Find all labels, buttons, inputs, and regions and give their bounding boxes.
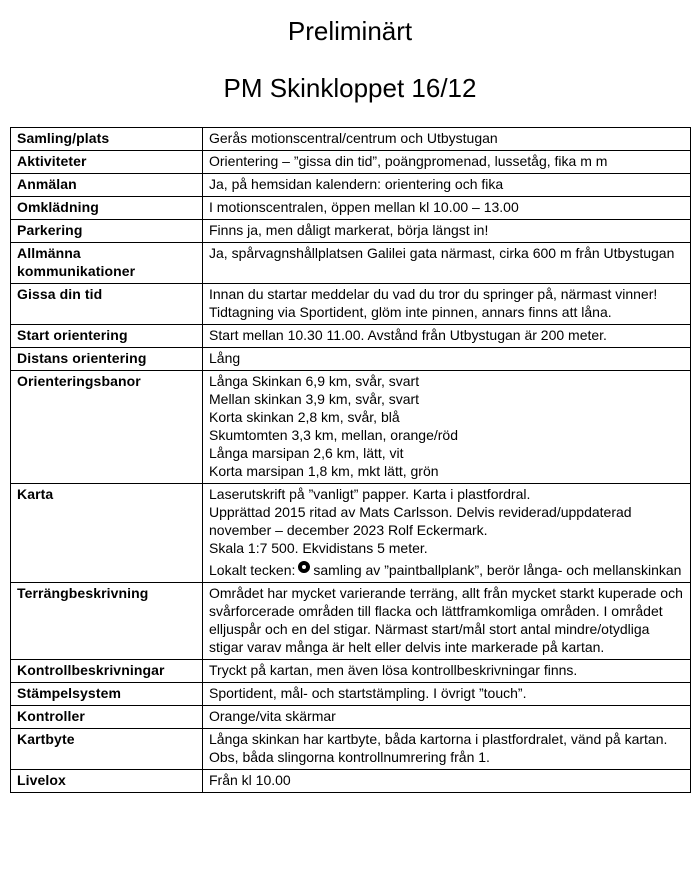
info-row bbox=[11, 174, 691, 197]
value-line: Sportident, mål- och startstämpling. I övrigt ”touch”. bbox=[209, 685, 527, 701]
row-label: Gissa din tid bbox=[11, 284, 203, 325]
info-row bbox=[11, 284, 691, 325]
row-label: Omklädning bbox=[11, 197, 203, 220]
row-label: Kontroller bbox=[11, 706, 203, 729]
info-row bbox=[11, 151, 691, 174]
row-value bbox=[203, 325, 691, 348]
row-label: Start orientering bbox=[11, 325, 203, 348]
info-row bbox=[11, 683, 691, 706]
row-label: Aktiviteter bbox=[11, 151, 203, 174]
value-line: Korta marsipan 1,8 km, mkt lätt, grön bbox=[209, 463, 439, 479]
row-label: Allmänna kommunikationer bbox=[11, 243, 203, 284]
value-line: Korta skinkan 2,8 km, svår, blå bbox=[209, 409, 400, 425]
info-row bbox=[11, 220, 691, 243]
value-line: Från kl 10.00 bbox=[209, 772, 291, 788]
row-value bbox=[203, 371, 691, 484]
value-line: Laserutskrift på ”vanligt” papper. Karta i plastfordral. bbox=[209, 486, 531, 502]
document-title: PM Skinkloppet 16/12 bbox=[223, 73, 477, 103]
info-row bbox=[11, 128, 691, 151]
row-label: Orienteringsbanor bbox=[11, 371, 203, 484]
value-line: Start mellan 10.30 11.00. Avstånd från Utbystugan är 200 meter. bbox=[209, 327, 607, 343]
value-line: Upprättad 2015 ritad av Mats Carlsson. Delvis reviderad/uppdaterad november – december 2023 Rolf Eckermark. bbox=[209, 504, 632, 538]
row-value bbox=[203, 128, 691, 151]
local-sign-line bbox=[209, 561, 684, 579]
row-value bbox=[203, 660, 691, 683]
row-value bbox=[203, 284, 691, 325]
ring-icon bbox=[298, 561, 310, 573]
value-line: Mellan skinkan 3,9 km, svår, svart bbox=[209, 391, 420, 407]
value-line: Området har mycket varierande terräng, allt från mycket starkt kuperade och svårforcerade områden till flacka och lättframkomliga områden. I området elljuspår och en del stigar. Närmast start/mål stort antal mindre/otydliga stigar varav många är helt eller delvis inte markerade på kartan. bbox=[209, 585, 683, 655]
row-label: Samling/plats bbox=[11, 128, 203, 151]
value-line: Långa skinkan har kartbyte, båda kartorna i plastfordralet, vänd på kartan. Obs, båda slingorna kontrollnumrering från 1. bbox=[209, 731, 668, 765]
value-line: Tryckt på kartan, men även lösa kontrollbeskrivningar finns. bbox=[209, 662, 578, 678]
value-line: I motionscentralen, öppen mellan kl 10.00 – 13.00 bbox=[209, 199, 519, 215]
value-line: Orange/vita skärmar bbox=[209, 708, 336, 724]
value-line: Skala 1:7 500. Ekvidistans 5 meter. bbox=[209, 540, 428, 556]
info-row bbox=[11, 197, 691, 220]
row-value bbox=[203, 484, 691, 583]
value-line: Ja, på hemsidan kalendern: orientering och fika bbox=[209, 176, 504, 192]
row-value bbox=[203, 197, 691, 220]
value-line: Orientering – ”gissa din tid”, poängpromenad, lussetåg, fika m m bbox=[209, 153, 608, 169]
value-line: Långa marsipan 2,6 km, lätt, vit bbox=[209, 445, 404, 461]
row-value bbox=[203, 683, 691, 706]
row-value bbox=[203, 220, 691, 243]
value-line: Långa Skinkan 6,9 km, svår, svart bbox=[209, 373, 420, 389]
row-label: Distans orientering bbox=[11, 348, 203, 371]
row-label: Kartbyte bbox=[11, 729, 203, 770]
info-row bbox=[11, 348, 691, 371]
row-value bbox=[203, 583, 691, 660]
row-value bbox=[203, 706, 691, 729]
row-label: Anmälan bbox=[11, 174, 203, 197]
value-line: Gerås motionscentral/centrum och Utbystugan bbox=[209, 130, 498, 146]
value-line: Ja, spårvagnshållplatsen Galilei gata närmast, cirka 600 m från Utbystugan bbox=[209, 245, 675, 261]
info-row bbox=[11, 484, 691, 583]
info-row bbox=[11, 729, 691, 770]
info-row bbox=[11, 660, 691, 683]
row-label: Stämpelsystem bbox=[11, 683, 203, 706]
value-line: Skumtomten 3,3 km, mellan, orange/röd bbox=[209, 427, 459, 443]
info-row bbox=[11, 371, 691, 484]
info-row bbox=[11, 243, 691, 284]
info-row bbox=[11, 770, 691, 793]
value-line: Finns ja, men dåligt markerat, börja längst in! bbox=[209, 222, 489, 238]
row-label: Livelox bbox=[11, 770, 203, 793]
row-value bbox=[203, 174, 691, 197]
row-value bbox=[203, 348, 691, 371]
info-row bbox=[11, 325, 691, 348]
row-label: Kontrollbeskrivningar bbox=[11, 660, 203, 683]
local-sign-description: samling av ”paintballplank”, berör långa- och mellanskinkan bbox=[313, 562, 682, 578]
local-sign-prefix: Lokalt tecken: bbox=[209, 562, 296, 578]
document-title-status: Preliminärt bbox=[287, 16, 413, 46]
pm-info-table bbox=[10, 127, 691, 793]
value-line: Innan du startar meddelar du vad du tror du springer på, närmast vinner! Tidtagning via Sportident, glöm inte pinnen, annars finns att låna. bbox=[209, 286, 658, 320]
value-line: Lång bbox=[209, 350, 241, 366]
row-value bbox=[203, 770, 691, 793]
row-label: Karta bbox=[11, 484, 203, 583]
row-value bbox=[203, 151, 691, 174]
row-value bbox=[203, 243, 691, 284]
row-value bbox=[203, 729, 691, 770]
info-row bbox=[11, 583, 691, 660]
row-label: Terrängbeskrivning bbox=[11, 583, 203, 660]
row-label: Parkering bbox=[11, 220, 203, 243]
info-row bbox=[11, 706, 691, 729]
